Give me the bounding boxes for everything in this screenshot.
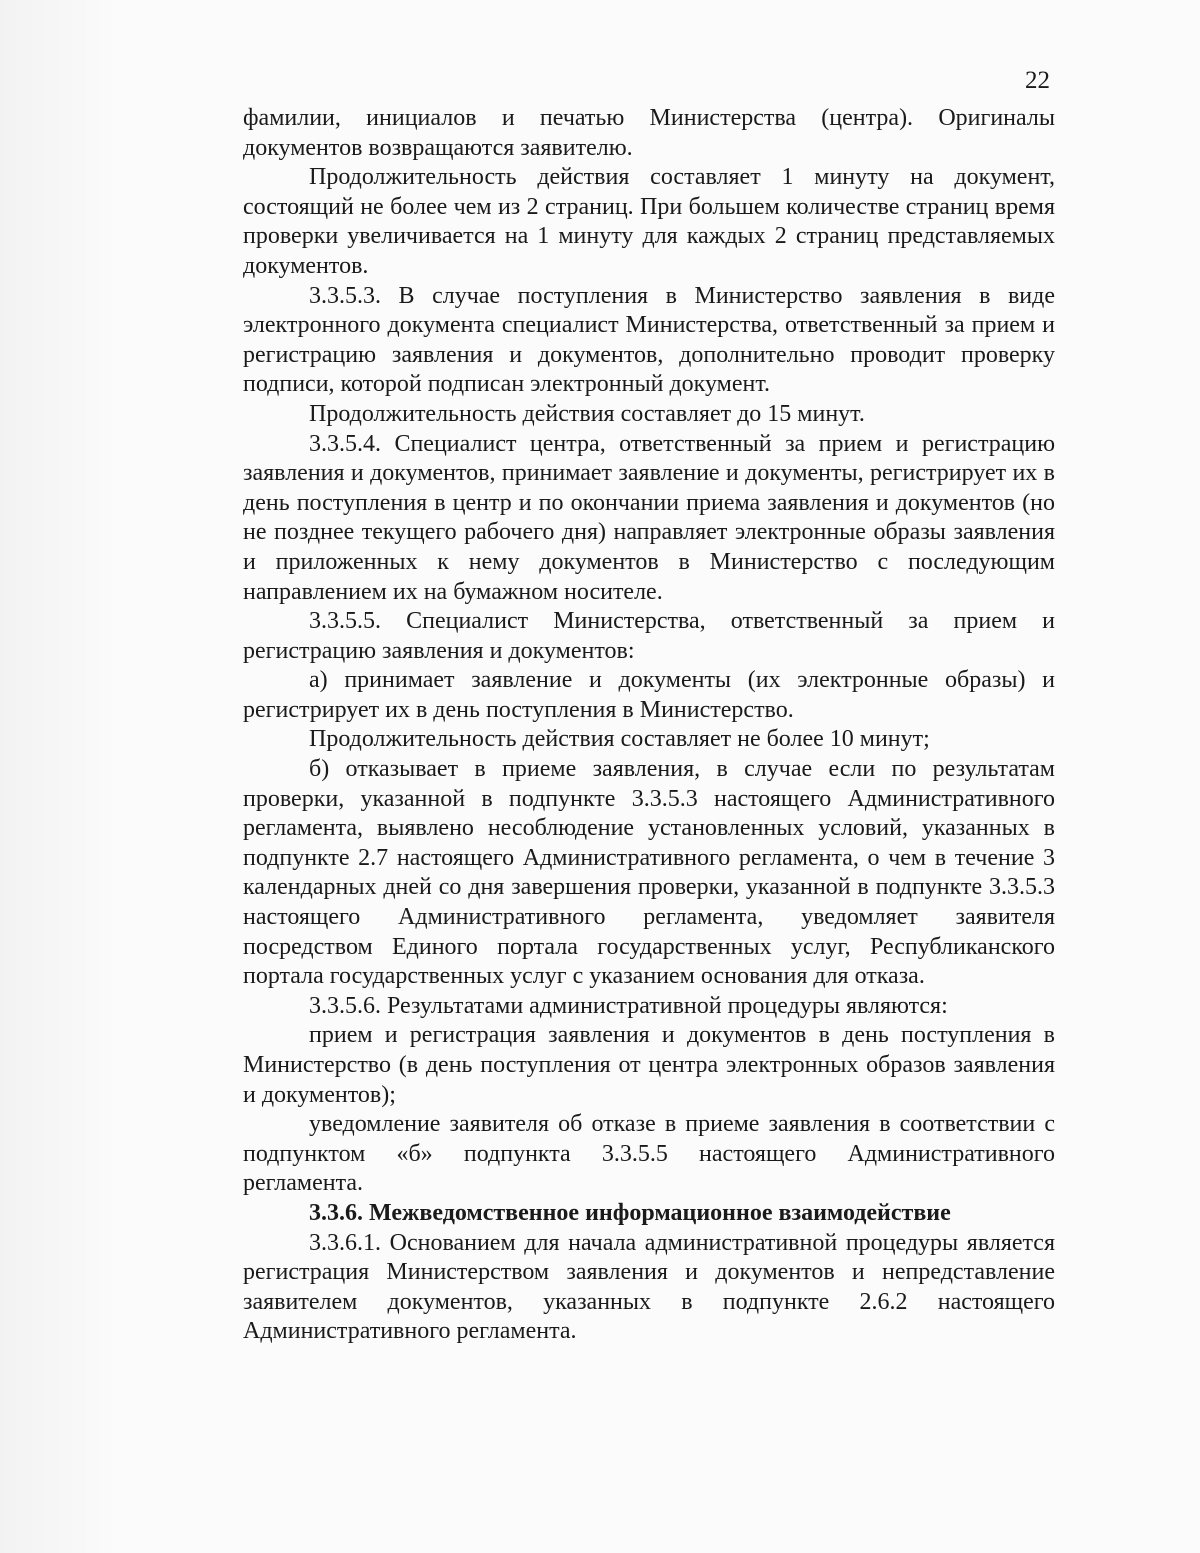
paragraph: 3.3.5.5. Специалист Министерства, ответственный за прием и регистрацию заявления и документов: [243,608,1055,664]
body-text [243,104,1055,1347]
paragraph: фамилии, инициалов и печатью Министерства (центра). Оригиналы документов возвращаются заявителю. [243,105,1055,161]
paragraph: уведомление заявителя об отказе в приеме заявления в соответствии с подпунктом «б» подпункта 3.3.5.5 настоящего Административного регламента. [243,1111,1055,1197]
paragraph: 3.3.6.1. Основанием для начала административной процедуры является регистрация Министерством заявления и документов и непредставление заявителем документов, указанных в подпункте 2.6.2 настоящего Административного регламента. [243,1229,1055,1345]
page-number: 22 [1025,67,1050,94]
paragraph: Продолжительность действия составляет не более 10 минут; [309,726,930,753]
paragraph: а) принимает заявление и документы (их электронные образы) и регистрирует их в день поступления в Министерство. [243,667,1055,723]
paragraph: Продолжительность действия составляет 1 минуту на документ, состоящий не более чем из 2 страниц. При большем количестве страниц время проверки увеличивается на 1 минуту для каждых 2 страниц представляемых документов. [243,164,1055,279]
paragraph: б) отказывает в приеме заявления, в случае если по результатам проверки, указанной в подпункте 3.3.5.3 настоящего Административного регламента, выявлено несоблюдение установленных условий, указанных в подпункте 2.7 настоящего Административного регламента, о чем в течение 3 календарных дней со дня завершения проверки, указанной в подпункте 3.3.5.3 настоящего Административного регламента, уведомляет заявителя посредством Единого портала государственных услуг, Республиканского портала государственных услуг с указанием основания для отказа. [243,756,1055,990]
paragraph: прием и регистрация заявления и документов в день поступления в Министерство (в день поступления от центра электронных образов заявления и документов); [243,1022,1055,1108]
paragraph: Продолжительность действия составляет до 15 минут. [309,400,865,427]
section-heading: 3.3.6. Межведомственное информационное взаимодействие [309,1199,951,1226]
paragraph: 3.3.5.3. В случае поступления в Министерство заявления в виде электронного документа специалист Министерства, ответственный за прием и регистрацию заявления и документов, дополнительно проводит проверку подписи, которой подписан электронный документ. [243,282,1055,398]
paragraph: 3.3.5.6. Результатами административной процедуры являются: [309,992,948,1019]
scan-shadow [0,0,120,1553]
paragraph: 3.3.5.4. Специалист центра, ответственный за прием и регистрацию заявления и документов, принимает заявление и документы, регистрирует их в день поступления в центр и по окончании приема заявления и документов (но не позднее текущего рабочего дня) направляет электронные образы заявления и приложенных к нему документов в Министерство с последующим направлением их на бумажном носителе. [243,430,1055,605]
